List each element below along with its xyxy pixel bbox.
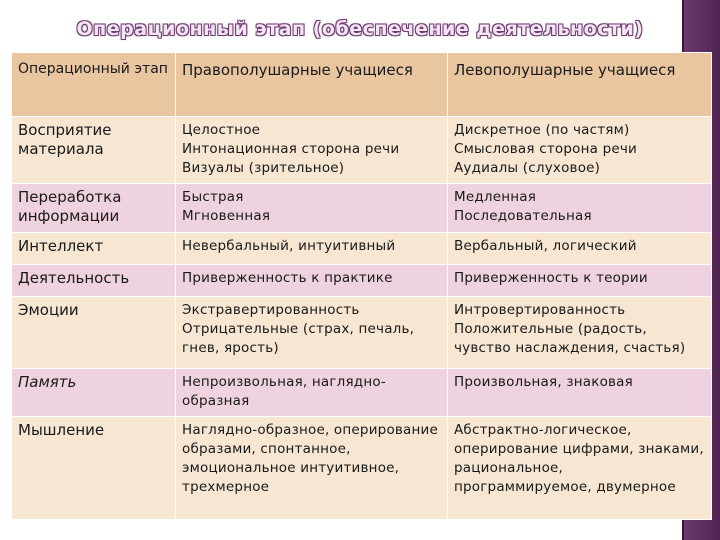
table-row [12, 265, 712, 297]
row-label: Восприятие материала [12, 117, 176, 184]
cell-text: Произвольная, знаковая [454, 374, 633, 390]
table-row [12, 417, 712, 520]
left-hemisphere-cell [448, 117, 712, 184]
header-stage: Операционный этап [12, 53, 176, 117]
row-label: Эмоции [12, 297, 176, 369]
cell-text: Абстрактно-логическое, оперирование цифрами, знаками, рациональное, программируемое, двумерное [454, 422, 704, 495]
cell-text: Непроизвольная, наглядно-образная [182, 374, 386, 409]
cell-text: Интровертированность Положительные (радость, чувство наслаждения, счастья) [454, 302, 686, 356]
table-row [12, 117, 712, 184]
right-hemisphere-cell [176, 233, 448, 265]
right-hemisphere-cell [176, 417, 448, 520]
table-header-row [12, 53, 712, 117]
right-hemisphere-cell [176, 369, 448, 417]
cell-text: Дискретное (по частям) Смысловая сторона речи Аудиалы (слуховое) [454, 122, 638, 176]
right-hemisphere-cell [176, 297, 448, 369]
left-hemisphere-cell [448, 417, 712, 520]
cell-text: Невербальный, интуитивный [182, 238, 396, 254]
left-hemisphere-cell [448, 265, 712, 297]
header-right-hemisphere: Правополушарные учащиеся [176, 53, 448, 117]
left-hemisphere-cell [448, 297, 712, 369]
row-label: Переработка информации [12, 184, 176, 233]
cell-text: Наглядно-образное, оперирование образами, спонтанное, эмоциональное интуитивное, трехмерное [182, 422, 439, 495]
right-hemisphere-cell [176, 184, 448, 233]
slide-title: Операционный этап (обеспечение деятельности) [76, 18, 644, 40]
left-hemisphere-cell [448, 233, 712, 265]
cell-text: Быстрая Мгновенная [182, 189, 271, 224]
comparison-table [11, 52, 712, 520]
row-label [12, 369, 176, 417]
cell-text: Медленная Последовательная [454, 189, 592, 224]
table-row [12, 184, 712, 233]
header-left-hemisphere: Левополушарные учащиеся [448, 53, 712, 117]
cell-text: Целостное Интонационная сторона речи Визуалы (зрительное) [182, 122, 400, 176]
row-label: Деятельность [12, 265, 176, 297]
row-label-text: Память [18, 373, 77, 391]
table-row [12, 233, 712, 265]
cell-text: Экстравертированность Отрицательные (страх, печаль, гнев, ярость) [182, 302, 415, 356]
table-row [12, 297, 712, 369]
right-hemisphere-cell [176, 265, 448, 297]
cell-text: Вербальный, логический [454, 238, 637, 254]
right-hemisphere-cell [176, 117, 448, 184]
cell-text: Приверженность к теории [454, 270, 648, 286]
left-hemisphere-cell [448, 369, 712, 417]
row-label: Интеллект [12, 233, 176, 265]
row-label: Мышление [12, 417, 176, 520]
cell-text: Приверженность к практике [182, 270, 393, 286]
table-row [12, 369, 712, 417]
left-hemisphere-cell [448, 184, 712, 233]
